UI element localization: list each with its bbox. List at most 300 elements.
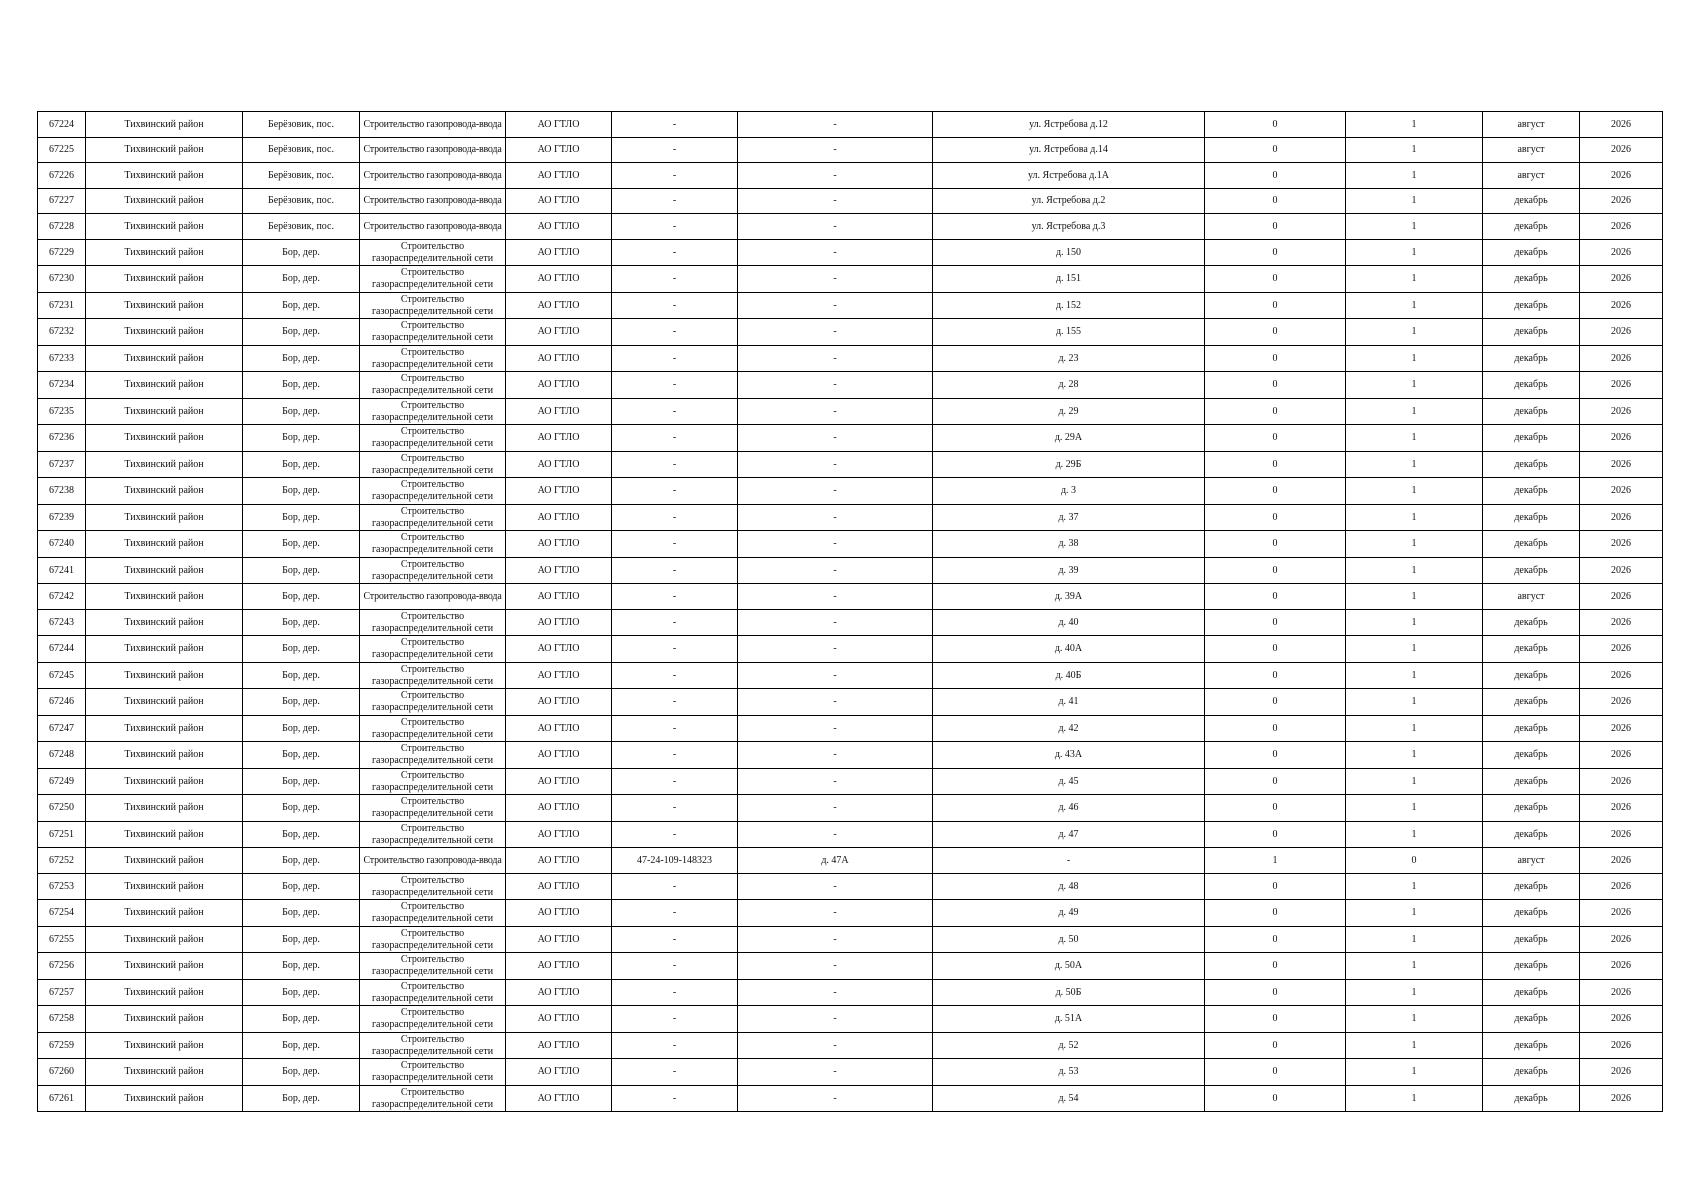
count-a-cell: 0 bbox=[1205, 873, 1346, 900]
settlement-cell: Бор, дер. bbox=[243, 557, 360, 584]
count-b-cell: 1 bbox=[1346, 953, 1483, 980]
row-id-cell: 67240 bbox=[38, 531, 86, 558]
work-type-cell: Строительство газораспределительной сети bbox=[360, 1006, 506, 1033]
address-cell: ул. Ястребова д.14 bbox=[933, 137, 1205, 163]
address-cell: д. 151 bbox=[933, 266, 1205, 293]
organization-cell: АО ГТЛО bbox=[506, 636, 612, 663]
district-cell: Тихвинский район bbox=[86, 979, 243, 1006]
table-row bbox=[38, 239, 1663, 266]
work-type-cell: Строительство газораспределительной сети bbox=[360, 609, 506, 636]
count-b-cell: 1 bbox=[1346, 188, 1483, 214]
row-id-cell: 67245 bbox=[38, 662, 86, 689]
district-cell: Тихвинский район bbox=[86, 795, 243, 822]
object-address-cell: - bbox=[738, 531, 933, 558]
object-address-cell: - bbox=[738, 979, 933, 1006]
work-type-cell: Строительство газораспределительной сети bbox=[360, 953, 506, 980]
count-b-cell: 1 bbox=[1346, 345, 1483, 372]
object-address-cell: - bbox=[738, 1032, 933, 1059]
cadastral-number-cell: - bbox=[612, 398, 738, 425]
settlement-cell: Бор, дер. bbox=[243, 715, 360, 742]
table-row bbox=[38, 478, 1663, 505]
district-cell: Тихвинский район bbox=[86, 900, 243, 927]
year-cell: 2026 bbox=[1580, 609, 1663, 636]
count-a-cell: 0 bbox=[1205, 1085, 1346, 1112]
count-a-cell: 0 bbox=[1205, 398, 1346, 425]
month-cell: август bbox=[1483, 848, 1580, 874]
work-type-cell: Строительство газораспределительной сети bbox=[360, 1085, 506, 1112]
year-cell: 2026 bbox=[1580, 689, 1663, 716]
object-address-cell: - bbox=[738, 239, 933, 266]
month-cell: декабрь bbox=[1483, 1032, 1580, 1059]
work-type-cell: Строительство газораспределительной сети bbox=[360, 398, 506, 425]
row-id-cell: 67248 bbox=[38, 742, 86, 769]
row-id-cell: 67237 bbox=[38, 451, 86, 478]
settlement-cell: Бор, дер. bbox=[243, 425, 360, 452]
count-b-cell: 1 bbox=[1346, 425, 1483, 452]
table-row bbox=[38, 1085, 1663, 1112]
year-cell: 2026 bbox=[1580, 163, 1663, 189]
table-row bbox=[38, 662, 1663, 689]
organization-cell: АО ГТЛО bbox=[506, 979, 612, 1006]
object-address-cell: - bbox=[738, 768, 933, 795]
district-cell: Тихвинский район bbox=[86, 742, 243, 769]
row-id-cell: 67257 bbox=[38, 979, 86, 1006]
organization-cell: АО ГТЛО bbox=[506, 531, 612, 558]
row-id-cell: 67246 bbox=[38, 689, 86, 716]
count-a-cell: 0 bbox=[1205, 662, 1346, 689]
address-cell: д. 37 bbox=[933, 504, 1205, 531]
cadastral-number-cell: - bbox=[612, 1085, 738, 1112]
cadastral-number-cell: - bbox=[612, 188, 738, 214]
row-id-cell: 67254 bbox=[38, 900, 86, 927]
cadastral-number-cell: - bbox=[612, 163, 738, 189]
district-cell: Тихвинский район bbox=[86, 768, 243, 795]
month-cell: декабрь bbox=[1483, 662, 1580, 689]
table-row bbox=[38, 742, 1663, 769]
table-row bbox=[38, 531, 1663, 558]
table-row bbox=[38, 214, 1663, 240]
cadastral-number-cell: - bbox=[612, 478, 738, 505]
district-cell: Тихвинский район bbox=[86, 636, 243, 663]
object-address-cell: - bbox=[738, 504, 933, 531]
district-cell: Тихвинский район bbox=[86, 584, 243, 610]
settlement-cell: Берёзовик, пос. bbox=[243, 188, 360, 214]
count-a-cell: 0 bbox=[1205, 163, 1346, 189]
organization-cell: АО ГТЛО bbox=[506, 266, 612, 293]
object-address-cell: - bbox=[738, 425, 933, 452]
object-address-cell: - bbox=[738, 689, 933, 716]
cadastral-number-cell: - bbox=[612, 557, 738, 584]
count-a-cell: 0 bbox=[1205, 451, 1346, 478]
year-cell: 2026 bbox=[1580, 636, 1663, 663]
table-row bbox=[38, 979, 1663, 1006]
row-id-cell: 67239 bbox=[38, 504, 86, 531]
count-a-cell: 0 bbox=[1205, 478, 1346, 505]
count-a-cell: 0 bbox=[1205, 319, 1346, 346]
cadastral-number-cell: - bbox=[612, 689, 738, 716]
row-id-cell: 67260 bbox=[38, 1059, 86, 1086]
year-cell: 2026 bbox=[1580, 900, 1663, 927]
organization-cell: АО ГТЛО bbox=[506, 504, 612, 531]
district-cell: Тихвинский район bbox=[86, 873, 243, 900]
year-cell: 2026 bbox=[1580, 319, 1663, 346]
address-cell: д. 50Б bbox=[933, 979, 1205, 1006]
count-b-cell: 1 bbox=[1346, 742, 1483, 769]
work-type-cell: Строительство газораспределительной сети bbox=[360, 979, 506, 1006]
month-cell: декабрь bbox=[1483, 292, 1580, 319]
district-cell: Тихвинский район bbox=[86, 689, 243, 716]
table-row bbox=[38, 768, 1663, 795]
work-type-cell: Строительство газопровода-ввода bbox=[360, 848, 506, 874]
work-type-cell: Строительство газораспределительной сети bbox=[360, 900, 506, 927]
count-b-cell: 1 bbox=[1346, 398, 1483, 425]
cadastral-number-cell: - bbox=[612, 372, 738, 399]
table-row bbox=[38, 425, 1663, 452]
year-cell: 2026 bbox=[1580, 239, 1663, 266]
table-row bbox=[38, 873, 1663, 900]
work-type-cell: Строительство газораспределительной сети bbox=[360, 478, 506, 505]
year-cell: 2026 bbox=[1580, 451, 1663, 478]
settlement-cell: Бор, дер. bbox=[243, 372, 360, 399]
count-a-cell: 0 bbox=[1205, 926, 1346, 953]
row-id-cell: 67252 bbox=[38, 848, 86, 874]
month-cell: декабрь bbox=[1483, 636, 1580, 663]
cadastral-number-cell: - bbox=[612, 319, 738, 346]
organization-cell: АО ГТЛО bbox=[506, 372, 612, 399]
object-address-cell: - bbox=[738, 900, 933, 927]
row-id-cell: 67224 bbox=[38, 112, 86, 138]
count-b-cell: 1 bbox=[1346, 372, 1483, 399]
object-address-cell: - bbox=[738, 137, 933, 163]
table-row bbox=[38, 451, 1663, 478]
table-row bbox=[38, 137, 1663, 163]
month-cell: декабрь bbox=[1483, 873, 1580, 900]
count-b-cell: 1 bbox=[1346, 979, 1483, 1006]
count-a-cell: 0 bbox=[1205, 768, 1346, 795]
address-cell: д. 152 bbox=[933, 292, 1205, 319]
address-cell: д. 43А bbox=[933, 742, 1205, 769]
settlement-cell: Бор, дер. bbox=[243, 873, 360, 900]
organization-cell: АО ГТЛО bbox=[506, 689, 612, 716]
address-cell: ул. Ястребова д.12 bbox=[933, 112, 1205, 138]
month-cell: декабрь bbox=[1483, 768, 1580, 795]
settlement-cell: Бор, дер. bbox=[243, 584, 360, 610]
year-cell: 2026 bbox=[1580, 768, 1663, 795]
count-b-cell: 1 bbox=[1346, 768, 1483, 795]
row-id-cell: 67232 bbox=[38, 319, 86, 346]
cadastral-number-cell: - bbox=[612, 239, 738, 266]
count-b-cell: 1 bbox=[1346, 584, 1483, 610]
district-cell: Тихвинский район bbox=[86, 926, 243, 953]
object-address-cell: - bbox=[738, 662, 933, 689]
row-id-cell: 67244 bbox=[38, 636, 86, 663]
cadastral-number-cell: - bbox=[612, 584, 738, 610]
settlement-cell: Бор, дер. bbox=[243, 478, 360, 505]
organization-cell: АО ГТЛО bbox=[506, 425, 612, 452]
organization-cell: АО ГТЛО bbox=[506, 768, 612, 795]
object-address-cell: - bbox=[738, 715, 933, 742]
work-type-cell: Строительство газопровода-ввода bbox=[360, 137, 506, 163]
settlement-cell: Бор, дер. bbox=[243, 979, 360, 1006]
cadastral-number-cell: - bbox=[612, 1032, 738, 1059]
district-cell: Тихвинский район bbox=[86, 451, 243, 478]
object-address-cell: - bbox=[738, 188, 933, 214]
row-id-cell: 67242 bbox=[38, 584, 86, 610]
work-type-cell: Строительство газопровода-ввода bbox=[360, 584, 506, 610]
work-type-cell: Строительство газопровода-ввода bbox=[360, 214, 506, 240]
row-id-cell: 67256 bbox=[38, 953, 86, 980]
settlement-cell: Бор, дер. bbox=[243, 398, 360, 425]
year-cell: 2026 bbox=[1580, 1059, 1663, 1086]
row-id-cell: 67249 bbox=[38, 768, 86, 795]
work-type-cell: Строительство газораспределительной сети bbox=[360, 451, 506, 478]
settlement-cell: Бор, дер. bbox=[243, 636, 360, 663]
table-row bbox=[38, 266, 1663, 293]
settlement-cell: Бор, дер. bbox=[243, 1085, 360, 1112]
count-a-cell: 0 bbox=[1205, 292, 1346, 319]
organization-cell: АО ГТЛО bbox=[506, 451, 612, 478]
row-id-cell: 67226 bbox=[38, 163, 86, 189]
count-a-cell: 0 bbox=[1205, 531, 1346, 558]
organization-cell: АО ГТЛО bbox=[506, 609, 612, 636]
cadastral-number-cell: - bbox=[612, 979, 738, 1006]
work-type-cell: Строительство газораспределительной сети bbox=[360, 345, 506, 372]
count-b-cell: 1 bbox=[1346, 137, 1483, 163]
address-cell: д. 47 bbox=[933, 821, 1205, 848]
object-address-cell: - bbox=[738, 584, 933, 610]
month-cell: декабрь bbox=[1483, 689, 1580, 716]
month-cell: декабрь bbox=[1483, 900, 1580, 927]
year-cell: 2026 bbox=[1580, 953, 1663, 980]
count-a-cell: 0 bbox=[1205, 239, 1346, 266]
count-a-cell: 0 bbox=[1205, 1032, 1346, 1059]
work-type-cell: Строительство газораспределительной сети bbox=[360, 689, 506, 716]
table-row bbox=[38, 188, 1663, 214]
address-cell: д. 54 bbox=[933, 1085, 1205, 1112]
work-type-cell: Строительство газопровода-ввода bbox=[360, 163, 506, 189]
address-cell: д. 40Б bbox=[933, 662, 1205, 689]
settlement-cell: Бор, дер. bbox=[243, 1006, 360, 1033]
month-cell: декабрь bbox=[1483, 557, 1580, 584]
address-cell: д. 49 bbox=[933, 900, 1205, 927]
object-address-cell: - bbox=[738, 478, 933, 505]
organization-cell: АО ГТЛО bbox=[506, 926, 612, 953]
cadastral-number-cell: - bbox=[612, 292, 738, 319]
organization-cell: АО ГТЛО bbox=[506, 1006, 612, 1033]
row-id-cell: 67258 bbox=[38, 1006, 86, 1033]
count-b-cell: 1 bbox=[1346, 266, 1483, 293]
year-cell: 2026 bbox=[1580, 372, 1663, 399]
organization-cell: АО ГТЛО bbox=[506, 1059, 612, 1086]
work-type-cell: Строительство газораспределительной сети bbox=[360, 742, 506, 769]
address-cell: - bbox=[933, 848, 1205, 874]
month-cell: август bbox=[1483, 584, 1580, 610]
work-type-cell: Строительство газораспределительной сети bbox=[360, 795, 506, 822]
work-type-cell: Строительство газораспределительной сети bbox=[360, 926, 506, 953]
district-cell: Тихвинский район bbox=[86, 1032, 243, 1059]
organization-cell: АО ГТЛО bbox=[506, 662, 612, 689]
district-cell: Тихвинский район bbox=[86, 715, 243, 742]
month-cell: декабрь bbox=[1483, 266, 1580, 293]
month-cell: декабрь bbox=[1483, 953, 1580, 980]
object-address-cell: - bbox=[738, 926, 933, 953]
district-cell: Тихвинский район bbox=[86, 1059, 243, 1086]
address-cell: д. 45 bbox=[933, 768, 1205, 795]
row-id-cell: 67229 bbox=[38, 239, 86, 266]
cadastral-number-cell: - bbox=[612, 266, 738, 293]
table-row bbox=[38, 609, 1663, 636]
organization-cell: АО ГТЛО bbox=[506, 1032, 612, 1059]
count-b-cell: 1 bbox=[1346, 715, 1483, 742]
address-cell: д. 29 bbox=[933, 398, 1205, 425]
work-type-cell: Строительство газораспределительной сети bbox=[360, 768, 506, 795]
settlement-cell: Бор, дер. bbox=[243, 504, 360, 531]
cadastral-number-cell: - bbox=[612, 112, 738, 138]
work-type-cell: Строительство газораспределительной сети bbox=[360, 504, 506, 531]
work-type-cell: Строительство газораспределительной сети bbox=[360, 873, 506, 900]
month-cell: декабрь bbox=[1483, 531, 1580, 558]
cadastral-number-cell: - bbox=[612, 662, 738, 689]
district-cell: Тихвинский район bbox=[86, 531, 243, 558]
month-cell: декабрь bbox=[1483, 926, 1580, 953]
address-cell: д. 150 bbox=[933, 239, 1205, 266]
count-a-cell: 0 bbox=[1205, 188, 1346, 214]
address-cell: д. 41 bbox=[933, 689, 1205, 716]
district-cell: Тихвинский район bbox=[86, 372, 243, 399]
count-a-cell: 0 bbox=[1205, 557, 1346, 584]
year-cell: 2026 bbox=[1580, 873, 1663, 900]
district-cell: Тихвинский район bbox=[86, 1085, 243, 1112]
district-cell: Тихвинский район bbox=[86, 821, 243, 848]
year-cell: 2026 bbox=[1580, 1006, 1663, 1033]
year-cell: 2026 bbox=[1580, 926, 1663, 953]
organization-cell: АО ГТЛО bbox=[506, 742, 612, 769]
settlement-cell: Бор, дер. bbox=[243, 292, 360, 319]
district-cell: Тихвинский район bbox=[86, 292, 243, 319]
year-cell: 2026 bbox=[1580, 531, 1663, 558]
year-cell: 2026 bbox=[1580, 715, 1663, 742]
district-cell: Тихвинский район bbox=[86, 266, 243, 293]
cadastral-number-cell: - bbox=[612, 531, 738, 558]
cadastral-number-cell: - bbox=[612, 504, 738, 531]
table-row bbox=[38, 900, 1663, 927]
organization-cell: АО ГТЛО bbox=[506, 345, 612, 372]
cadastral-number-cell: - bbox=[612, 821, 738, 848]
object-address-cell: - bbox=[738, 372, 933, 399]
table-row bbox=[38, 689, 1663, 716]
year-cell: 2026 bbox=[1580, 821, 1663, 848]
cadastral-number-cell: - bbox=[612, 742, 738, 769]
settlement-cell: Бор, дер. bbox=[243, 926, 360, 953]
settlement-cell: Бор, дер. bbox=[243, 742, 360, 769]
month-cell: декабрь bbox=[1483, 398, 1580, 425]
organization-cell: АО ГТЛО bbox=[506, 478, 612, 505]
row-id-cell: 67251 bbox=[38, 821, 86, 848]
district-cell: Тихвинский район bbox=[86, 163, 243, 189]
address-cell: д. 39А bbox=[933, 584, 1205, 610]
count-a-cell: 0 bbox=[1205, 345, 1346, 372]
object-address-cell: - bbox=[738, 821, 933, 848]
district-cell: Тихвинский район bbox=[86, 953, 243, 980]
object-address-cell: - bbox=[738, 795, 933, 822]
object-address-cell: - bbox=[738, 451, 933, 478]
settlement-cell: Берёзовик, пос. bbox=[243, 112, 360, 138]
work-type-cell: Строительство газораспределительной сети bbox=[360, 662, 506, 689]
settlement-cell: Бор, дер. bbox=[243, 345, 360, 372]
month-cell: декабрь bbox=[1483, 188, 1580, 214]
work-type-cell: Строительство газораспределительной сети bbox=[360, 319, 506, 346]
row-id-cell: 67241 bbox=[38, 557, 86, 584]
count-b-cell: 1 bbox=[1346, 163, 1483, 189]
month-cell: декабрь bbox=[1483, 795, 1580, 822]
object-address-cell: - bbox=[738, 1006, 933, 1033]
count-b-cell: 1 bbox=[1346, 112, 1483, 138]
object-address-cell: - bbox=[738, 319, 933, 346]
year-cell: 2026 bbox=[1580, 398, 1663, 425]
table-row bbox=[38, 163, 1663, 189]
count-b-cell: 1 bbox=[1346, 478, 1483, 505]
settlement-cell: Бор, дер. bbox=[243, 319, 360, 346]
object-address-cell: - bbox=[738, 1059, 933, 1086]
address-cell: д. 50 bbox=[933, 926, 1205, 953]
organization-cell: АО ГТЛО bbox=[506, 112, 612, 138]
month-cell: декабрь bbox=[1483, 239, 1580, 266]
organization-cell: АО ГТЛО bbox=[506, 163, 612, 189]
count-b-cell: 1 bbox=[1346, 1059, 1483, 1086]
address-cell: д. 48 bbox=[933, 873, 1205, 900]
settlement-cell: Бор, дер. bbox=[243, 900, 360, 927]
table-row bbox=[38, 1059, 1663, 1086]
count-b-cell: 1 bbox=[1346, 662, 1483, 689]
year-cell: 2026 bbox=[1580, 188, 1663, 214]
count-a-cell: 0 bbox=[1205, 504, 1346, 531]
month-cell: декабрь bbox=[1483, 1059, 1580, 1086]
work-type-cell: Строительство газораспределительной сети bbox=[360, 239, 506, 266]
settlement-cell: Бор, дер. bbox=[243, 795, 360, 822]
address-cell: ул. Ястребова д.1А bbox=[933, 163, 1205, 189]
cadastral-number-cell: - bbox=[612, 636, 738, 663]
work-type-cell: Строительство газораспределительной сети bbox=[360, 372, 506, 399]
work-type-cell: Строительство газораспределительной сети bbox=[360, 636, 506, 663]
organization-cell: АО ГТЛО bbox=[506, 584, 612, 610]
object-address-cell: - bbox=[738, 636, 933, 663]
count-a-cell: 0 bbox=[1205, 425, 1346, 452]
year-cell: 2026 bbox=[1580, 584, 1663, 610]
month-cell: декабрь bbox=[1483, 609, 1580, 636]
cadastral-number-cell: - bbox=[612, 609, 738, 636]
count-b-cell: 1 bbox=[1346, 214, 1483, 240]
settlement-cell: Бор, дер. bbox=[243, 848, 360, 874]
district-cell: Тихвинский район bbox=[86, 662, 243, 689]
count-a-cell: 0 bbox=[1205, 636, 1346, 663]
object-address-cell: - bbox=[738, 398, 933, 425]
table-body bbox=[38, 112, 1663, 1112]
object-address-cell: - bbox=[738, 953, 933, 980]
row-id-cell: 67253 bbox=[38, 873, 86, 900]
address-cell: д. 46 bbox=[933, 795, 1205, 822]
row-id-cell: 67259 bbox=[38, 1032, 86, 1059]
address-cell: д. 39 bbox=[933, 557, 1205, 584]
year-cell: 2026 bbox=[1580, 795, 1663, 822]
organization-cell: АО ГТЛО bbox=[506, 137, 612, 163]
settlement-cell: Берёзовик, пос. bbox=[243, 163, 360, 189]
count-a-cell: 0 bbox=[1205, 609, 1346, 636]
year-cell: 2026 bbox=[1580, 1085, 1663, 1112]
address-cell: д. 51А bbox=[933, 1006, 1205, 1033]
count-b-cell: 1 bbox=[1346, 689, 1483, 716]
year-cell: 2026 bbox=[1580, 848, 1663, 874]
district-cell: Тихвинский район bbox=[86, 609, 243, 636]
